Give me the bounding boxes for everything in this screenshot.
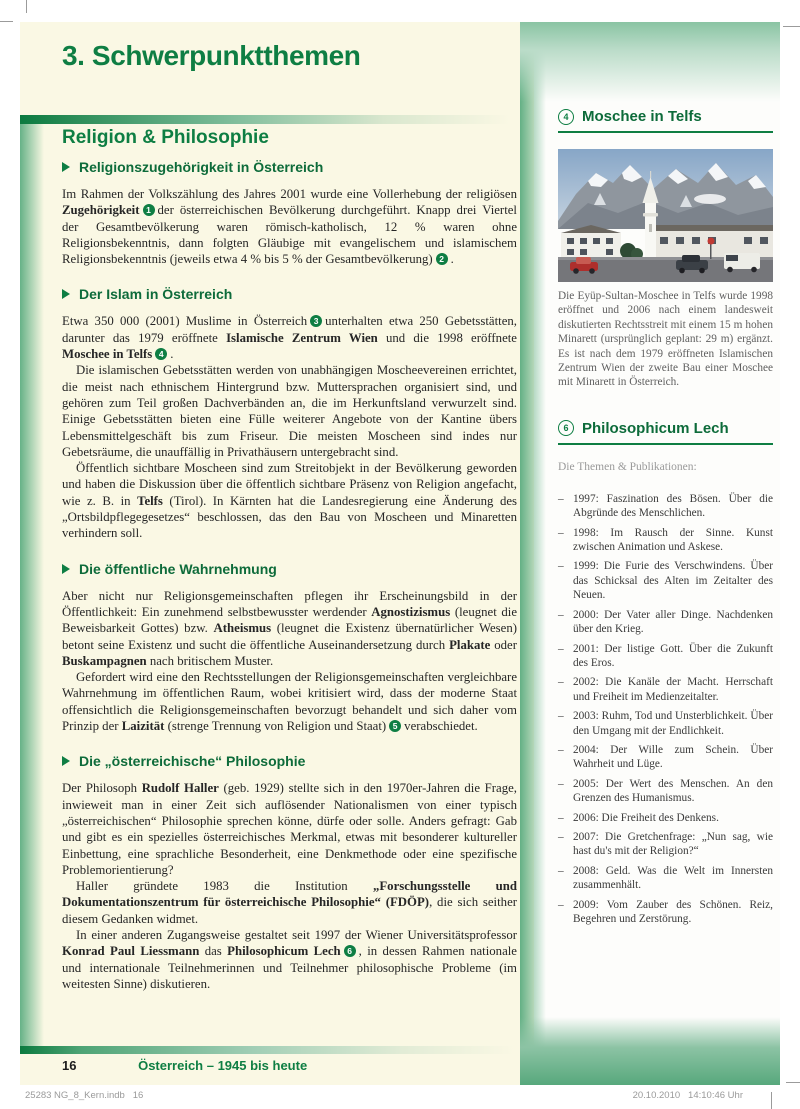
text-run: Rudolf Haller	[141, 781, 219, 796]
crop-mark	[26, 0, 27, 13]
text-run: und die 1998 eröffnete	[377, 330, 517, 345]
paragraph	[62, 460, 517, 541]
text-section	[62, 753, 517, 992]
theme-list-item	[558, 526, 773, 555]
theme-text: 1999: Die Furie des Verschwindens. Über das Schicksal des Alten im Zeitalter des Neuen.	[573, 560, 773, 602]
sidebar-box-title: Philosophicum Lech	[582, 419, 729, 437]
theme-text: 2002: Die Kanäle der Macht. Herrschaft und Freiheit im Medienzeitalter.	[573, 676, 773, 703]
theme-text: 2007: Die Gretchenfrage: „Nun sag, wie hast du's mit der Religion?“	[573, 830, 773, 858]
paragraph	[62, 362, 517, 460]
note-badge-3: 3	[310, 315, 322, 327]
theme-list-item	[558, 709, 773, 738]
dash-bullet: –	[558, 864, 564, 877]
text-run: Der Philosoph	[62, 781, 142, 796]
text-run: Islamische Zentrum Wien	[226, 330, 378, 345]
dash-bullet: –	[558, 777, 564, 790]
subsection-heading-text: Die „österreichische“ Philosophie	[79, 753, 306, 770]
text-run: Agnostizismus	[371, 604, 451, 619]
paragraph	[62, 780, 517, 878]
sidebar-box-title: Moschee in Telfs	[582, 108, 702, 125]
text-run: Etwa 350 000 (2001) Muslime in Österreich	[62, 314, 308, 329]
theme-text: 2009: Vom Zauber des Schönen. Reiz, Begehren und Zerstörung.	[573, 898, 773, 925]
text-run: Zugehörigkeit	[62, 203, 140, 218]
text-run: Telfs	[137, 493, 163, 508]
text-run: Die islamischen Gebetsstätten werden von unabhängigen Moscheevereinen errichtet, die meist nach ethnischem Hintergrund bzw. Muttersprachen organisiert sind, und gehören zum Teil großen Dachverbänden an, die im Herkunftsland verwurzelt sind. Einige Gebetsstätten bieten eine Fülle weiterer Angebote von der Kantine übers Lebensmittelgeschäft bis zum Friseur. Die meisten Moscheen sind indes nur Gebetsräume, die unauffällig in Privathäusern untergebracht sind.	[62, 363, 517, 459]
theme-text: 2006: Die Freiheit des Denkens.	[573, 811, 719, 824]
dash-bullet: –	[558, 898, 564, 911]
crop-mark	[771, 1092, 772, 1109]
crop-mark	[0, 21, 13, 22]
text-section	[62, 286, 517, 541]
text-run: „Forschungsstelle und Dokumentationszentrum für österreichische Philosophie“ (FDÖP)	[62, 879, 517, 910]
text-run: Öffentlich sichtbare Moscheen sind zum Streitobjekt in der Bevölkerung geworden und haben die Diskussion über die öffentlich sichtbare Präsenz von Religion angefacht, wie z. B. in	[62, 461, 517, 508]
text-run: unterhalten etwa 250 Gebetsstätten, darunter das 1979 eröffnete	[62, 314, 517, 345]
sidebar-box-heading	[558, 108, 773, 133]
theme-list-item	[558, 492, 773, 521]
text-run: verabschiedet.	[404, 719, 478, 734]
print-timestamp: 20.10.2010 14:10:46 Uhr	[632, 1090, 743, 1101]
dash-bullet: –	[558, 608, 564, 621]
text-run: (leugnet die Beweisbarkeit Gottes) bzw.	[62, 604, 517, 636]
note-badge-2: 2	[436, 253, 448, 265]
triangle-bullet-icon	[62, 162, 70, 172]
sidebar	[558, 22, 773, 931]
theme-list-item	[558, 777, 773, 806]
themes-intro: Die Themen & Publikationen:	[558, 460, 697, 473]
theme-list-item	[558, 898, 773, 927]
text-run: Moschee in Telfs	[62, 347, 153, 362]
footer-rule	[20, 1046, 530, 1054]
text-section	[62, 159, 517, 267]
dash-bullet: –	[558, 811, 564, 824]
chapter-title: 3. Schwerpunktthemen	[62, 40, 361, 71]
sidebar-gradient-strip	[520, 22, 546, 1085]
note-badge-outline-4: 4	[558, 109, 574, 125]
dash-bullet: –	[558, 676, 564, 689]
theme-text: 1998: Im Rausch der Sinne. Kunst zwischen Animation und Askese.	[573, 526, 773, 554]
text-run: (leugnet die Existenz übernatürlicher Wesen) betont seine Existenz und sucht die öffentliche Auseinandersetzung durch	[62, 621, 517, 652]
dash-bullet: –	[558, 642, 564, 655]
paragraph	[62, 669, 517, 734]
text-run: Laizität	[121, 719, 165, 734]
text-run: Atheismus	[213, 621, 272, 636]
paragraph	[62, 313, 517, 362]
subsection-heading	[62, 159, 517, 176]
text-run: der österreichischen Bevölkerung durchgeführt. Knapp drei Viertel der Gesamtbevölkerung waren römisch-katholisch, 12 % waren ohne Religionsbekenntnis, dann folgten Gläubige mit evangelischem und islamischem Religionsbekenntnis (jeweils etwa 4 % bis 5 % der Gesamtbevölkerung)	[62, 203, 517, 267]
text-run: Haller gründete 1983 die Institution	[76, 879, 373, 894]
note-badge-4: 4	[155, 348, 167, 360]
subsection-heading-text: Der Islam in Österreich	[79, 286, 233, 303]
themes-list	[558, 492, 773, 927]
note-badge-1: 1	[143, 204, 155, 216]
text-run: , in dessen Rahmen nationale und internationale Teilnehmerinnen und Teilnehmer philosophische Probleme (im weitesten Sinne) diskutieren.	[62, 944, 517, 991]
subsection-heading-text: Die öffentliche Wahrnehmung	[79, 560, 277, 577]
triangle-bullet-icon	[62, 289, 70, 299]
text-run: (strenge Trennung von Religion und Staat)	[164, 719, 387, 734]
main-text-column	[62, 159, 517, 1011]
triangle-bullet-icon	[62, 564, 70, 574]
theme-text: 2001: Der listige Gott. Über die Zukunft des Eros.	[573, 642, 773, 669]
text-run: oder	[490, 637, 517, 652]
paragraph	[62, 186, 517, 267]
crop-mark	[783, 26, 800, 27]
text-run: (geb. 1929) stellte sich in den 1970er-Jahren die Frage, inwieweit man in einer Zeit sich auflösender Nationalismen von einer typisch „österreichischen“ Philosophie sprechen könne, dürfe oder solle. Anders gefragt: Gab und gibt es ein spezielles österreichisches Merkmal, etwas mit besonderer kultureller Einbettung, eine sprachliche Besonderheit, eine Denkmethode oder eine spezifische Problemorientierung?	[62, 781, 517, 877]
sidebar-box-philosophicum	[558, 420, 773, 927]
text-run: (Tirol). In Kärnten hat die Landesregierung eine Änderung des „Ortsbildpflegegesetzes“ beschlossen, das den Bau von Moscheen und Minaretten verhindern soll.	[62, 493, 518, 541]
paragraph	[62, 878, 517, 927]
subsection-heading	[62, 561, 517, 578]
theme-list-item	[558, 811, 773, 825]
crop-mark	[786, 1082, 800, 1083]
note-badge-6: 6	[344, 945, 356, 957]
theme-list-item	[558, 864, 773, 893]
page-number: 16	[62, 1058, 77, 1073]
theme-list-item	[558, 559, 773, 602]
chapter-title-rule	[20, 115, 525, 124]
text-run: Plakate	[449, 637, 491, 652]
theme-text: 2005: Der Wert des Menschen. An den Grenzen des Humanismus.	[573, 777, 773, 805]
theme-list-item	[558, 608, 773, 637]
theme-text: 1997: Faszination des Bösen. Über die Abgründe des Menschlichen.	[573, 492, 773, 520]
sidebar-box-mosque	[558, 108, 773, 390]
theme-text: 2000: Der Vater aller Dinge. Nachdenken über den Krieg.	[573, 608, 773, 636]
text-run: In einer anderen Zugangsweise gestaltet seit 1997 der Wiener Universitätsprofessor	[76, 927, 517, 942]
dash-bullet: –	[558, 492, 564, 505]
left-gradient-strip	[20, 115, 44, 1046]
theme-list-item	[558, 743, 773, 772]
text-run: Im Rahmen der Volkszählung des Jahres 2001 wurde eine Vollerhebung der religiösen	[62, 187, 517, 201]
footer	[62, 1058, 307, 1073]
text-run: Buskampagnen	[62, 653, 147, 668]
text-run: Aber nicht nur Religionsgemeinschaften pflegen ihr Erscheinungsbild in der Öffentlichkeit: Ein zunehmend selbstbewusster werdender	[62, 588, 517, 619]
book-page	[20, 22, 780, 1085]
dash-bullet: –	[558, 526, 564, 539]
theme-list-item	[558, 642, 773, 671]
paragraph	[62, 927, 517, 992]
theme-text: 2004: Der Wille zum Schein. Über Wahrheit und Lüge.	[573, 743, 773, 771]
mosque-photo	[558, 149, 773, 282]
dash-bullet: –	[558, 743, 564, 756]
theme-text: 2003: Ruhm, Tod und Unsterblichkeit. Über den Umgang mit der Endlichkeit.	[573, 710, 773, 737]
paragraph	[62, 588, 517, 669]
text-run: Philosophicum Lech	[227, 944, 341, 959]
dash-bullet: –	[558, 710, 564, 723]
dash-bullet: –	[558, 560, 564, 573]
triangle-bullet-icon	[62, 756, 70, 766]
subsection-heading	[62, 753, 517, 770]
theme-list-item	[558, 830, 773, 859]
photo-caption: Die Eyüp-Sultan-Moschee in Telfs wurde 1998 eröffnet und 2006 nach einem landesweit diskutierten Rechtsstreit mit einem 15 m hohen Minarett (ursprünglich geplant: 29 m) ergänzt. Es ist nach dem 1979 eröffneten Islamischen Zentrum Wien der zweite Bau einer Moschee mit Minarett in Österreich.	[558, 290, 773, 389]
theme-text: 2008: Geld. Was die Welt im Innersten zusammenhält.	[573, 864, 773, 892]
note-badge-outline-6: 6	[558, 420, 574, 436]
text-run: das	[199, 944, 228, 959]
text-run: , die sich seither diesem Gedanken widmet.	[62, 895, 518, 926]
theme-list-item	[558, 675, 773, 704]
subsection-heading-text: Religionszugehörigkeit in Österreich	[79, 159, 324, 175]
dash-bullet: –	[558, 830, 564, 843]
sidebar-bottom-gradient	[520, 1017, 780, 1085]
text-run: nach britischem Muster.	[146, 653, 274, 668]
subsection-heading	[62, 286, 517, 303]
section-title: Religion & Philosophie	[62, 127, 269, 148]
sidebar-box-heading	[558, 420, 773, 445]
text-run: .	[170, 347, 174, 362]
text-run: .	[450, 252, 454, 267]
text-run: Konrad Paul Liessmann	[62, 944, 200, 959]
note-badge-5: 5	[389, 720, 401, 732]
print-file-info: 25283 NG_8_Kern.indb 16	[25, 1090, 144, 1101]
text-run: Gefordert wird eine den Rechtsstellungen der Religionsgemeinschaften vergleichbare Wahrnehmung im öffentlichen Raum, wobei kritisiert wird, dass der moderne Staat offensichtlich die Religionsgemeinschaften bevorzugt behandelt und sich daher vom Prinzip der	[62, 670, 517, 734]
footer-title: Österreich – 1945 bis heute	[138, 1058, 308, 1073]
text-section	[62, 561, 517, 735]
